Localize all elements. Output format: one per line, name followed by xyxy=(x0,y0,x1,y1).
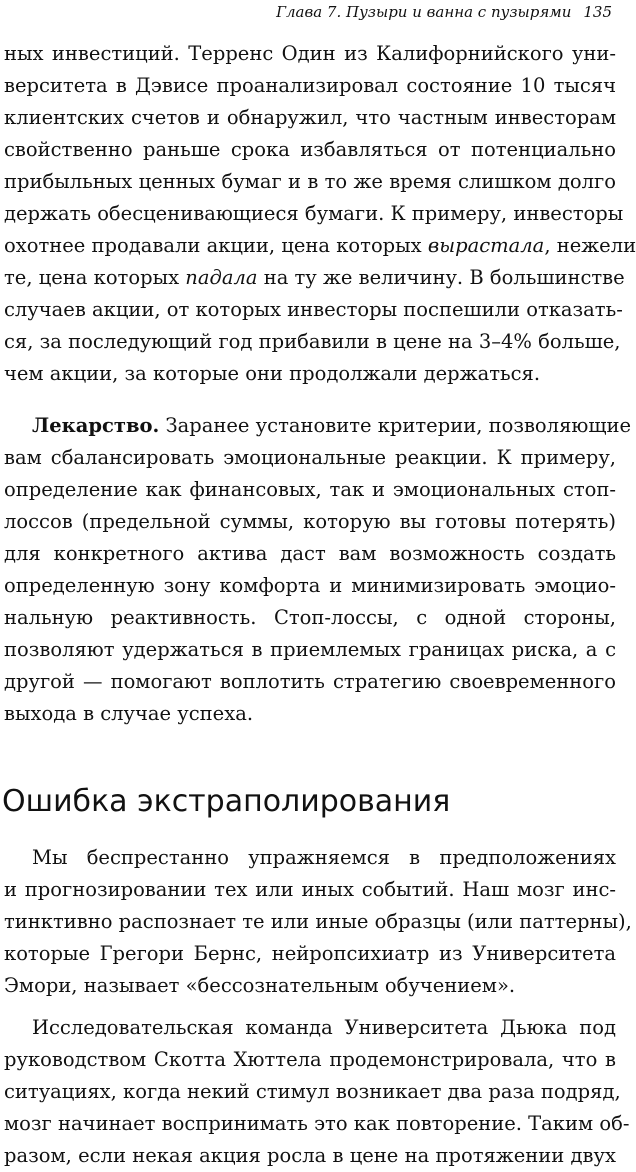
text-line xyxy=(4,410,632,442)
text-line: руководством Скотта Хюттела продемонстрировала, что в xyxy=(4,1048,616,1071)
text-line: клиентских счетов и обнаружил, что частным инвесторам xyxy=(4,106,616,129)
text-line: и прогнозировании тех или иных событий. Наш мозг инс- xyxy=(4,878,616,901)
paragraph-duke-study xyxy=(4,1012,630,1172)
text-segment: охотнее продавали акции, цена которых xyxy=(4,234,428,257)
paragraph-prediction xyxy=(4,842,632,1002)
emphasis-word: вырастала xyxy=(427,234,545,257)
text-segment: на ту же величину. В большинстве xyxy=(257,266,625,289)
text-line: случаев акции, от которых инвесторы поспешили отказать- xyxy=(4,298,623,321)
text-segment: те, цена которых xyxy=(4,266,186,289)
text-line: Исследовательская команда Университета Дьюка под xyxy=(32,1016,616,1039)
text-line: которые Грегори Бернс, нейропсихиатр из Университета xyxy=(4,942,616,965)
text-line: ных инвестиций. Терренс Один из Калифорнийского уни- xyxy=(4,42,616,65)
running-title: Глава 7. Пузыри и ванна с пузырями xyxy=(276,3,572,21)
text-line: прибыльных ценных бумаг и в то же время слишком долго xyxy=(4,170,616,193)
text-line: Мы беспрестанно упражняемся в предположениях xyxy=(32,846,616,869)
text-line: определенную зону комфорта и минимизировать эмоцио- xyxy=(4,574,616,597)
text-line: мозг начинает воспринимать это как повторение. Таким об- xyxy=(4,1112,630,1135)
text-line: выхода в случае успеха. xyxy=(4,702,254,725)
text-line: ся, за последующий год прибавили в цене на 3–4% больше, xyxy=(4,330,621,353)
text-segment: , нежели xyxy=(544,234,636,257)
text-line: лоссов (предельной суммы, которую вы готовы потерять) xyxy=(4,510,616,533)
text-line: свойственно раньше срока избавляться от потенциально xyxy=(4,138,616,161)
text-line xyxy=(4,262,625,294)
page-number: 135 xyxy=(583,3,612,21)
text-line: верситета в Дэвисе проанализировал состояние 10 тысяч xyxy=(4,74,616,97)
section-heading: Ошибка экстраполирования xyxy=(2,784,451,819)
text-line xyxy=(4,230,636,262)
text-line: чем акции, за которые они продолжали держаться. xyxy=(4,362,541,385)
text-line: тинктивно распознает те или иные образцы (или паттерны), xyxy=(4,910,632,933)
running-header xyxy=(276,2,612,22)
text-line: разом, если некая акция росла в цене на протяжении двух xyxy=(4,1144,616,1167)
emphasis-word: падала xyxy=(185,266,258,289)
paragraph-remedy xyxy=(4,410,632,730)
text-line: ситуациях, когда некий стимул возникает два раза подряд, xyxy=(4,1080,621,1103)
text-line: Эмори, называет «бессознательным обучением». xyxy=(4,974,516,997)
text-line: определение как финансовых, так и эмоциональных стоп- xyxy=(4,478,616,501)
text-segment: Заранее установите критерии, позволяющие xyxy=(159,414,632,437)
text-line: другой — помогают воплотить стратегию своевременного xyxy=(4,670,616,693)
lead-term: Лекарство. xyxy=(32,414,160,437)
paragraph-investors xyxy=(4,38,636,390)
text-line: нальную реактивность. Стоп-лоссы, с одной стороны, xyxy=(4,606,616,629)
text-line: для конкретного актива даст вам возможность создать xyxy=(4,542,616,565)
text-line: вам сбалансировать эмоциональные реакции. К примеру, xyxy=(4,446,616,469)
text-line: позволяют удержаться в приемлемых границах риска, а с xyxy=(4,638,616,661)
text-line: держать обесценивающиеся бумаги. К примеру, инвесторы xyxy=(4,202,624,225)
